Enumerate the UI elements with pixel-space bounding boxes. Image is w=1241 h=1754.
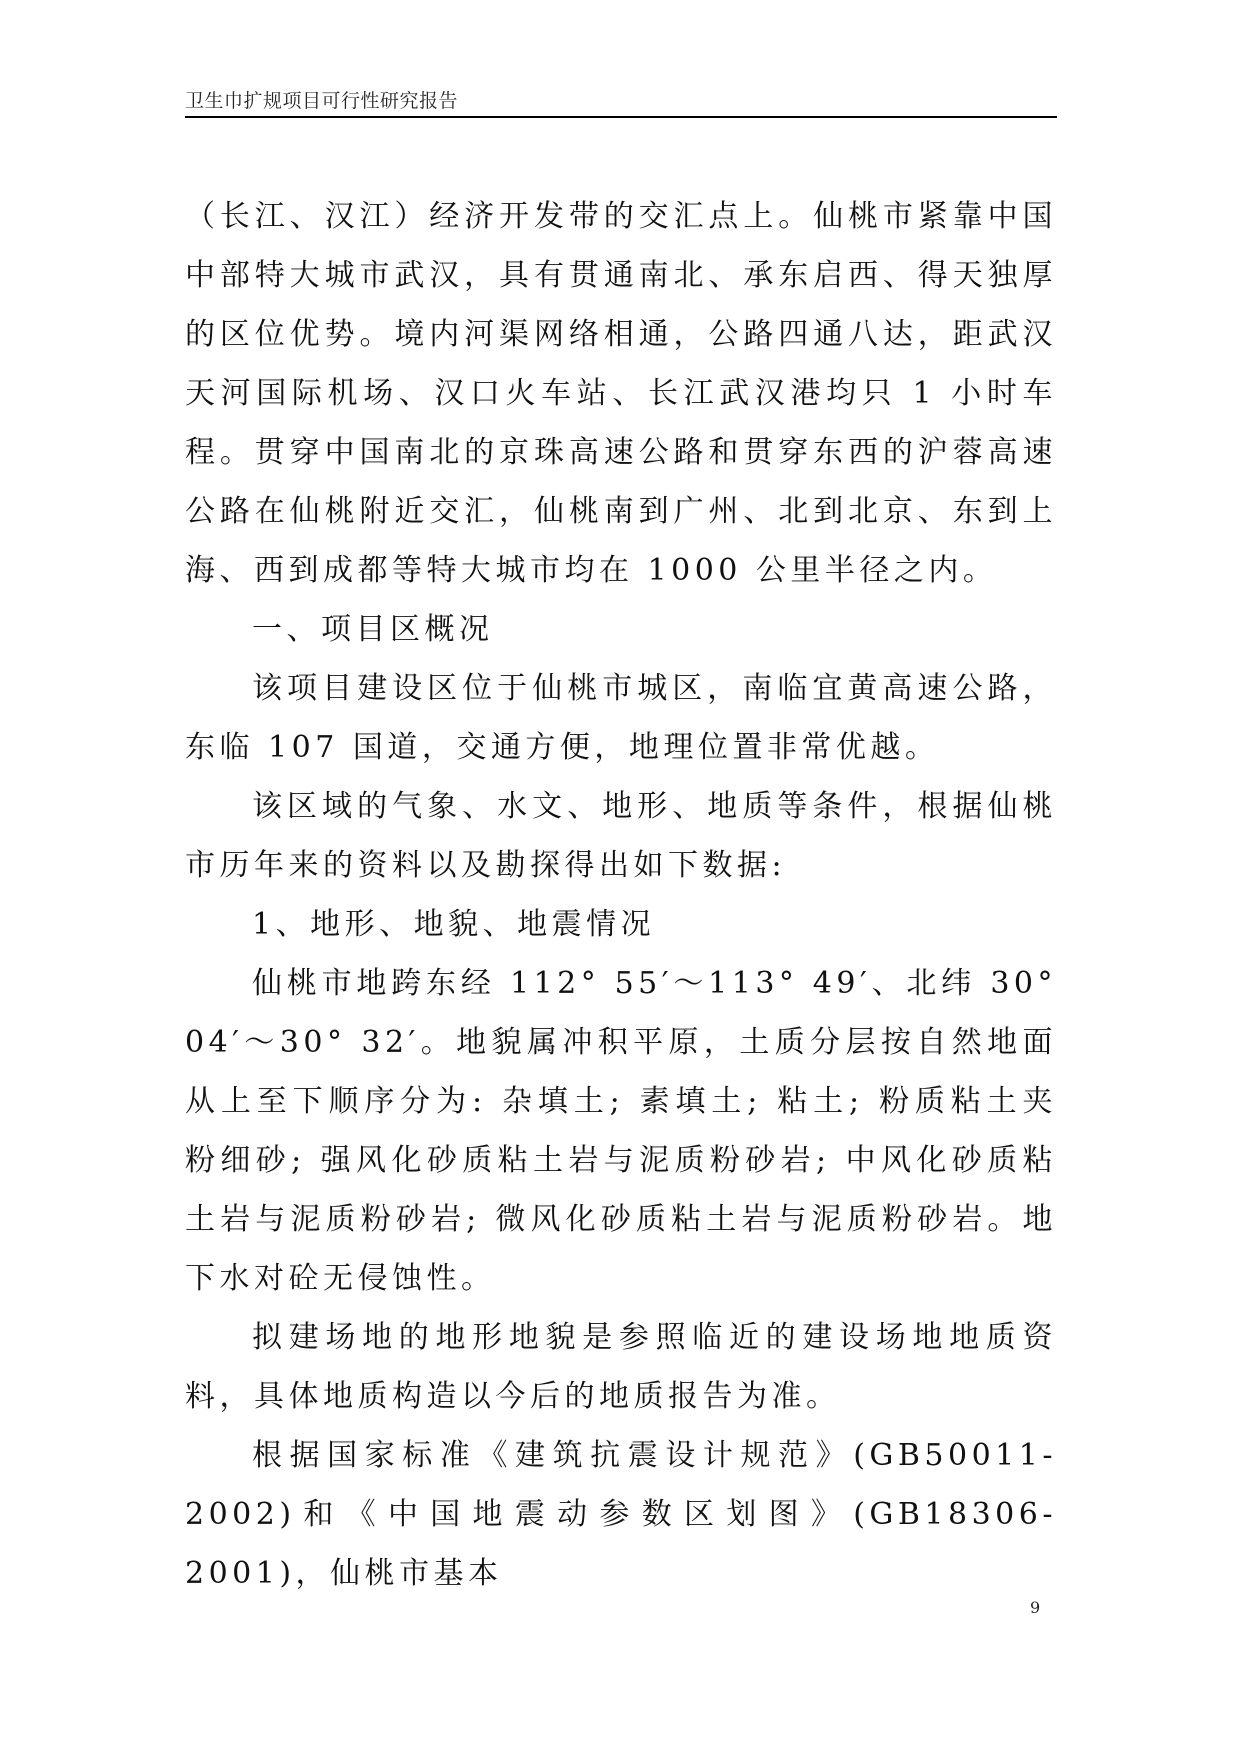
page-header	[185, 86, 1057, 118]
subheading-terrain-earthquake: 1、地形、地貌、地震情况	[252, 907, 656, 942]
paragraph-location-continued: （长江、汉江）经济开发带的交汇点上。仙桃市紧靠中国中部特大城市武汉，具有贯通南北、承东启西、得天独厚的区位优势。境内河渠网络相通，公路四通八达，距武汉天河国际机场、汉口火车站、长江武汉港均只 1 小时车程。贯穿中国南北的京珠高速公路和贯穿东西的沪蓉高速公路在仙桃附近交汇，仙桃南到广州、北到北京、东到上海、西到成都等特大城市均在 1000 公里半径之内。	[185, 199, 1057, 588]
paragraph-seismic-standards: 根据国家标准《建筑抗震设计规范》(GB50011-2002)和《中国地震动参数区划图》(GB18306-2001)，仙桃市基本	[185, 1438, 1057, 1591]
header-title: 卫生巾扩规项目可行性研究报告	[185, 90, 459, 112]
paragraph-conditions-intro: 该区域的气象、水文、地形、地质等条件，根据仙桃市历年来的资料以及勘探得出如下数据:	[185, 789, 1057, 883]
page-number: 9	[1030, 1598, 1041, 1617]
paragraph-site-geology-note: 拟建场地的地形地貌是参照临近的建设场地地质资料，具体地质构造以今后的地质报告为准。	[185, 1320, 1057, 1414]
paragraph-project-site: 该项目建设区位于仙桃市城区，南临宜黄高速公路，东临 107 国道，交通方便，地理位置非常优越。	[185, 671, 1057, 765]
section-heading-project-area: 一、项目区概况	[252, 612, 494, 647]
document-body	[185, 187, 1057, 1603]
paragraph-geography-soil: 仙桃市地跨东经 112° 55′～113° 49′、北纬 30° 04′～30° 32′。地貌属冲积平原，土质分层按自然地面从上至下顺序分为: 杂填土; 素填土; 粘土; 粉质粘土夹粉细砂; 强风化砂质粘土岩与泥质粉砂岩; 中风化砂质粘土岩与泥质粉砂岩; 微风化砂质粘土岩与泥质粉砂岩。地下水对砼无侵蚀性。	[185, 966, 1057, 1296]
